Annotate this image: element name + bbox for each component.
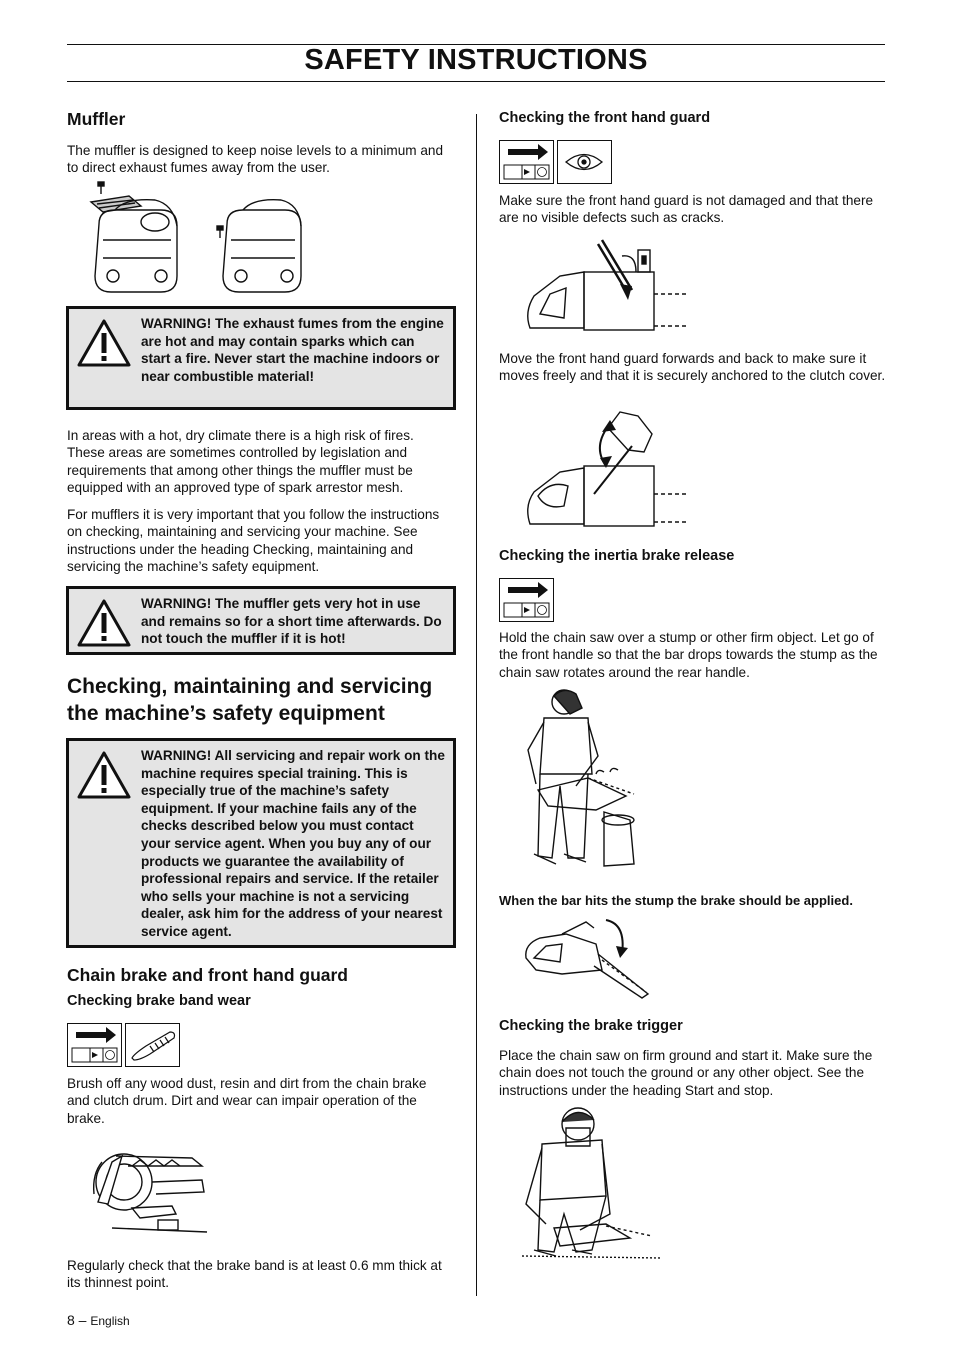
muffler-intro: The muffler is designed to keep noise levels to a minimum and to direct exhaust fumes away from the user.	[67, 143, 444, 176]
front-guard-paragraph2: Move the front hand guard forwards and back to make sure it moves freely and that it is securely anchored to the clutch cover.	[499, 351, 886, 384]
muffler-heading: Muffler	[67, 109, 126, 129]
start-stop-symbol-icon	[67, 1023, 122, 1067]
warning-box-muffler-hot	[66, 586, 456, 655]
footer	[67, 1312, 130, 1328]
brake-band-illustration	[92, 1132, 217, 1242]
trigger-paragraph: Place the chain saw on firm ground and start it. Make sure the chain does not touch the ground or any other object. See the instructions under the heading Start and stop.	[499, 1048, 873, 1098]
header-bottom-rule	[67, 81, 885, 82]
front-guard-heading: Checking the front hand guard	[499, 110, 711, 126]
page-number: 8 –	[67, 1312, 87, 1328]
inertia-paragraph: Hold the chain saw over a stump or other firm object. Let go of the front handle so that the bar drops towards the stump as the chain saw rotates around the rear handle.	[499, 630, 878, 680]
brush-icon	[125, 1023, 180, 1067]
warning-triangle-icon	[77, 751, 131, 799]
front-guard-check-illustration	[520, 232, 690, 334]
start-stop-symbol-icon	[499, 140, 554, 184]
warning-triangle-icon	[77, 599, 131, 647]
warning-text-servicing: WARNING! All servicing and repair work on the machine requires special training. This is especially true of the machine’s safety equipment. If your machine fails any of the checks described below you must contact your service agent. When you buy any of our products we guarantee the availability of professional repairs and service. If the retailer who sells your machine is not a servicing dealer, ask him for the address of your nearest service agent.	[141, 748, 445, 939]
column-divider	[476, 114, 477, 1296]
warning-box-exhaust	[66, 306, 456, 410]
muffler-illustration	[85, 180, 315, 300]
trigger-heading: Checking the brake trigger	[499, 1018, 683, 1034]
chain-brake-heading: Chain brake and front hand guard	[67, 965, 348, 985]
brake-band-thickness-paragraph: Regularly check that the brake band is at least 0.6 mm thick at its thinnest point.	[67, 1258, 442, 1291]
warning-triangle-icon	[77, 319, 131, 367]
front-guard-paragraph1: Make sure the front hand guard is not damaged and that there are no visible defects such as cracks.	[499, 193, 874, 226]
warning-box-servicing	[66, 738, 456, 948]
hot-climate-paragraph: In areas with a hot, dry climate there is a high risk of fires. These areas are sometimes controlled by legislation and requirements that among other things the muffler must be equipped with an approved type of spark arrestor mesh.	[67, 428, 414, 495]
page-title: SAFETY INSTRUCTIONS	[304, 44, 648, 76]
section-heading-line2: the machine’s safety equipment	[67, 702, 385, 725]
start-stop-symbol-icon	[499, 578, 554, 622]
brake-band-heading: Checking brake band wear	[67, 993, 251, 1009]
front-guard-movement-illustration	[520, 406, 690, 530]
warning-text-muffler-hot: WARNING! The muffler gets very hot in use and remains so for a short time afterwards. Do not touch the muffler if it is hot!	[141, 596, 442, 647]
eye-icon	[557, 140, 612, 184]
section-heading-line1: Checking, maintaining and servicing	[67, 675, 433, 698]
inertia-caption: When the bar hits the stump the brake should be applied.	[499, 893, 853, 908]
brake-band-paragraph: Brush off any wood dust, resin and dirt from the chain brake and clutch drum. Dirt and wear can impair operation of the brake.	[67, 1076, 427, 1126]
inertia-heading: Checking the inertia brake release	[499, 548, 735, 564]
brake-trigger-person-illustration	[520, 1104, 665, 1260]
inertia-brake-person-illustration	[518, 686, 658, 876]
mufflers-paragraph: For mufflers it is very important that you follow the instructions on checking, maintaining and servicing your machine. See instructions under the heading Checking, maintaining and servicing the machine’s safety equipment.	[67, 507, 440, 574]
bar-hits-stump-illustration	[522, 914, 652, 1000]
warning-text-exhaust: WARNING! The exhaust fumes from the engine are hot and may contain sparks which can start a fire. Never start the machine indoors or near combustible material!	[141, 316, 444, 384]
footer-language: English	[90, 1314, 130, 1328]
